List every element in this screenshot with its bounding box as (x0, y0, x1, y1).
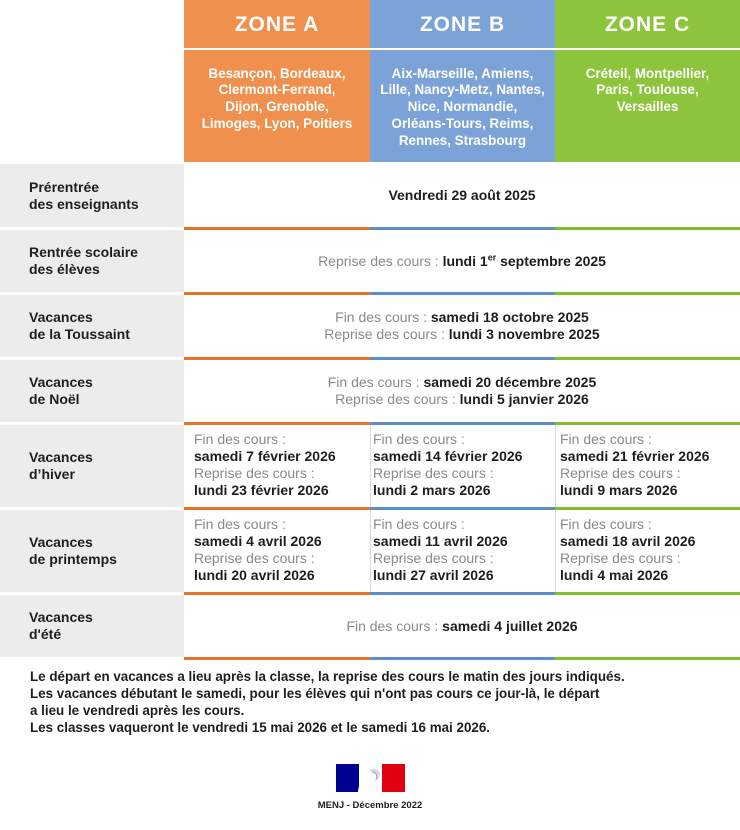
date-line: Reprise des cours : lundi 3 novembre 2025 (324, 326, 600, 342)
row-label-line: Vacances (29, 309, 93, 325)
zone-b-cities (370, 50, 555, 150)
row-label (0, 230, 184, 292)
zone-c-title: ZONE C (604, 13, 691, 36)
date-value: lundi 1er septembre 2025 (442, 251, 606, 269)
row-ete (0, 595, 740, 657)
date-line: Fin des cours : samedi 4 juillet 2026 (346, 617, 578, 634)
footer-credit: MENJ - Décembre 2022 (317, 800, 423, 811)
date-label: Reprise des cours : (318, 252, 439, 269)
row-label (0, 595, 184, 657)
row-hiver (0, 425, 740, 507)
row-body (184, 230, 740, 292)
row-label-line: d’hiver (29, 466, 75, 482)
zone-b-dates: Fin des cours : samedi 11 avril 2026 Reprise des cours : lundi 27 avril 2026 (373, 516, 508, 583)
city-line: Orléans-Tours, Reims, (391, 115, 534, 131)
zone-a-header (184, 0, 370, 162)
date-line: Fin des cours : samedi 20 décembre 2025 (327, 374, 597, 390)
zone-a-title: ZONE A (234, 13, 320, 36)
date-line (318, 253, 606, 270)
row-noel (0, 360, 740, 422)
date-value: Vendredi 29 août 2025 (388, 187, 536, 203)
row-label-line: d'été (29, 626, 62, 642)
city-line: Limoges, Lyon, Poitiers (201, 115, 353, 131)
row-body (184, 595, 740, 657)
city-line: Dijon, Grenoble, (225, 99, 329, 115)
row-label-line: de Noël (29, 391, 80, 407)
row-label-line: Vacances (29, 449, 93, 465)
row-label-line: de la Toussaint (29, 326, 130, 342)
city-line: Nice, Normandie, (407, 99, 518, 115)
row-label (0, 360, 184, 422)
row-label-line: Vacances (29, 534, 93, 550)
row-body (184, 164, 740, 227)
city-line: Versailles (616, 99, 679, 115)
zone-stripe (184, 657, 740, 660)
zone-b-header (370, 0, 555, 162)
city-line: Rennes, Strasbourg (398, 132, 527, 148)
row-label-line: des élèves (29, 261, 100, 277)
note-line: Les classes vaqueront le vendredi 15 mai 2026 et le samedi 16 mai 2026. (30, 720, 491, 735)
row-prerentree (0, 164, 740, 227)
zone-c-cities (555, 50, 740, 116)
row-label-line: Vacances (29, 374, 93, 390)
date-line: Reprise des cours : lundi 5 janvier 2026 (335, 391, 589, 407)
row-body (184, 360, 740, 422)
row-label-line: Prérentrée (29, 178, 100, 195)
zone-a-cities (184, 50, 370, 133)
row-toussaint (0, 295, 740, 357)
city-line: Clermont-Ferrand, (218, 82, 336, 98)
row-printemps (0, 510, 740, 592)
note-line: Le départ en vacances a lieu après la classe, la reprise des cours le matin des jours indiqués. (30, 669, 625, 684)
city-line: Besançon, Bordeaux, (208, 65, 346, 81)
row-label (0, 510, 184, 592)
row-label-line: de printemps (29, 551, 117, 567)
marianne-logo-icon (336, 764, 405, 792)
zone-b-dates: Fin des cours : samedi 14 février 2026 Reprise des cours : lundi 2 mars 2026 (373, 431, 523, 498)
zone-a-dates: Fin des cours : samedi 4 avril 2026 Reprise des cours : lundi 20 avril 2026 (194, 516, 322, 583)
zones-header (184, 0, 740, 162)
row-label (0, 425, 184, 507)
city-line: Créteil, Montpellier, (585, 65, 710, 81)
zone-c-header (555, 0, 740, 162)
row-label (0, 164, 184, 227)
row-label-line: Vacances (29, 609, 93, 625)
notes (30, 668, 720, 736)
city-line: Paris, Toulouse, (596, 82, 699, 98)
zone-c-dates: Fin des cours : samedi 18 avril 2026 Reprise des cours : lundi 4 mai 2026 (560, 516, 696, 583)
city-line: Aix-Marseille, Amiens, (391, 65, 534, 81)
zone-b-title: ZONE B (419, 13, 506, 36)
city-line: Lille, Nancy-Metz, Nantes, (380, 82, 545, 98)
zone-c-dates: Fin des cours : samedi 21 février 2026 Reprise des cours : lundi 9 mars 2026 (560, 431, 710, 498)
row-rentree (0, 230, 740, 292)
zone-a-dates: Fin des cours : samedi 7 février 2026 Reprise des cours : lundi 23 février 2026 (194, 431, 336, 498)
row-label (0, 295, 184, 357)
row-body (184, 510, 740, 592)
row-body (184, 295, 740, 357)
row-label-line: des enseignants (29, 195, 139, 212)
date-line: Fin des cours : samedi 18 octobre 2025 (335, 309, 589, 325)
row-label-line: Rentrée scolaire (29, 244, 138, 260)
note-line: a lieu le vendredi après les cours. (30, 703, 245, 718)
note-line: Les vacances débutant le samedi, pour les élèves qui n'ont pas cours ce jour-là, le départ (30, 686, 600, 701)
row-body (184, 425, 740, 507)
